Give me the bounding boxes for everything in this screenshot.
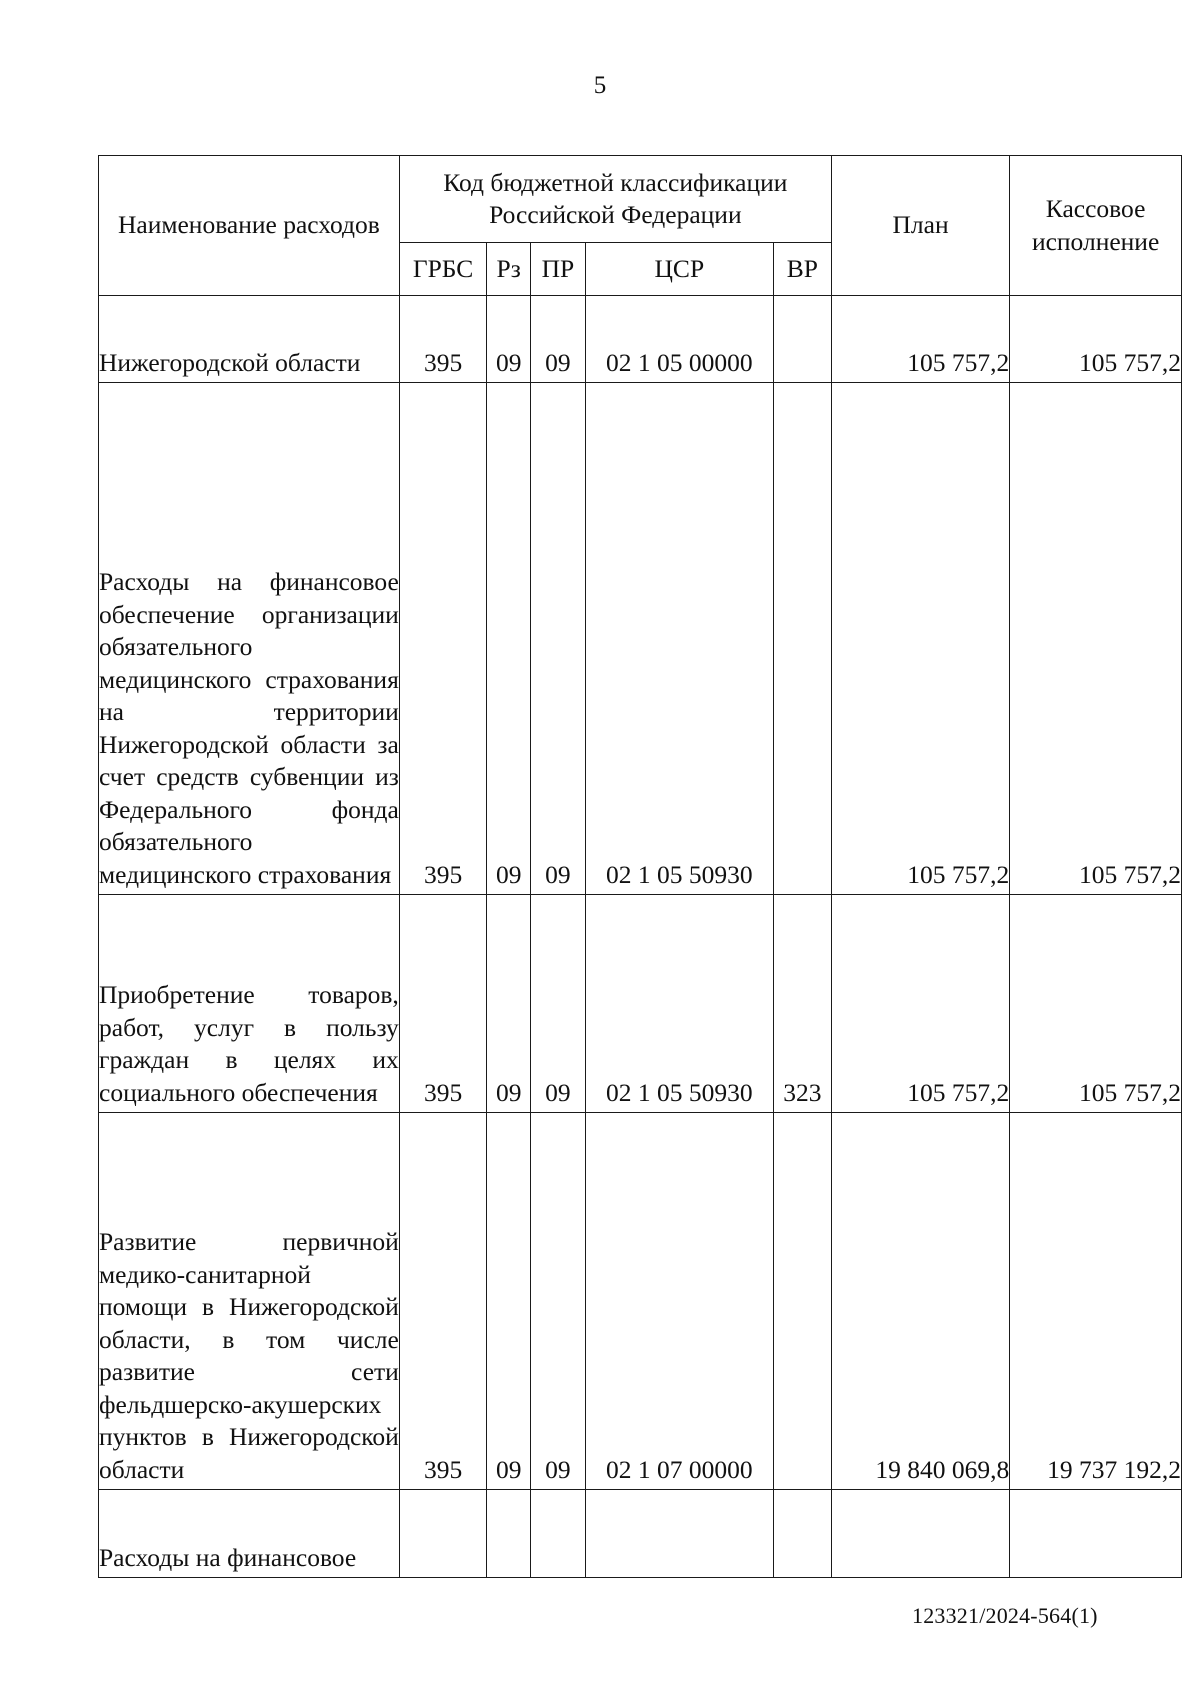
row-rz: 09 — [487, 296, 531, 383]
row-plan: 19 840 069,8 — [831, 1113, 1009, 1490]
row-grbs: 395 — [399, 1113, 487, 1490]
row-expense-name: Приобретение товаров, работ, услуг в пользу граждан в целях их социального обеспечения — [99, 895, 400, 1113]
row-expense-name: Расходы на финансовое обеспечение организации обязательного медицинского страхования на территории Нижегородской области за счет средств субвенции из Федерального фонда обязательного медицинского страхования — [99, 383, 400, 895]
row-rz: 09 — [487, 895, 531, 1113]
row-plan: 105 757,2 — [831, 296, 1009, 383]
row-csr — [585, 1490, 773, 1578]
row-expense-name: Нижегородской области — [99, 296, 400, 383]
row-vr — [773, 296, 831, 383]
row-rz: 09 — [487, 383, 531, 895]
row-grbs: 395 — [399, 296, 487, 383]
header-cash-execution: Кассовое исполнение — [1010, 156, 1182, 296]
row-vr — [773, 383, 831, 895]
row-cash-execution: 105 757,2 — [1010, 383, 1182, 895]
row-rz: 09 — [487, 1113, 531, 1490]
row-cash-execution: 105 757,2 — [1010, 296, 1182, 383]
header-classification-code: Код бюджетной классификации Российской Федерации — [399, 156, 831, 243]
row-pr: 09 — [531, 383, 586, 895]
row-cash-execution: 105 757,2 — [1010, 895, 1182, 1113]
page-number: 5 — [593, 72, 607, 99]
budget-expenses-table — [98, 155, 1182, 1578]
table-row — [99, 296, 1182, 383]
row-csr: 02 1 07 00000 — [585, 1113, 773, 1490]
row-cash-execution — [1010, 1490, 1182, 1578]
header-plan: План — [831, 156, 1009, 296]
row-plan — [831, 1490, 1009, 1578]
row-plan: 105 757,2 — [831, 895, 1009, 1113]
row-pr — [531, 1490, 586, 1578]
row-grbs: 395 — [399, 383, 487, 895]
row-expense-name: Развитие первичной медико-санитарной помощи в Нижегородской области, в том числе развитие сети фельдшерско-акушерских пунктов в Нижегородской области — [99, 1113, 400, 1490]
header-pr: ПР — [531, 243, 586, 296]
row-csr: 02 1 05 50930 — [585, 383, 773, 895]
row-csr: 02 1 05 50930 — [585, 895, 773, 1113]
header-rz: Рз — [487, 243, 531, 296]
row-csr: 02 1 05 00000 — [585, 296, 773, 383]
row-rz — [487, 1490, 531, 1578]
row-pr: 09 — [531, 296, 586, 383]
row-pr: 09 — [531, 895, 586, 1113]
document-number: 123321/2024-564(1) — [912, 1603, 1098, 1628]
row-grbs: 395 — [399, 895, 487, 1113]
row-vr: 323 — [773, 895, 831, 1113]
table-row — [99, 383, 1182, 895]
header-vr: ВР — [773, 243, 831, 296]
row-plan: 105 757,2 — [831, 383, 1009, 895]
table-row — [99, 1113, 1182, 1490]
header-expense-name: Наименование расходов — [99, 156, 400, 296]
table-row — [99, 895, 1182, 1113]
table-header-row — [99, 156, 1182, 243]
row-grbs — [399, 1490, 487, 1578]
table-row — [99, 1490, 1182, 1578]
row-vr — [773, 1113, 831, 1490]
header-grbs: ГРБС — [399, 243, 487, 296]
header-csr: ЦСР — [585, 243, 773, 296]
row-expense-name: Расходы на финансовое — [99, 1490, 400, 1578]
row-vr — [773, 1490, 831, 1578]
row-cash-execution: 19 737 192,2 — [1010, 1113, 1182, 1490]
row-pr: 09 — [531, 1113, 586, 1490]
